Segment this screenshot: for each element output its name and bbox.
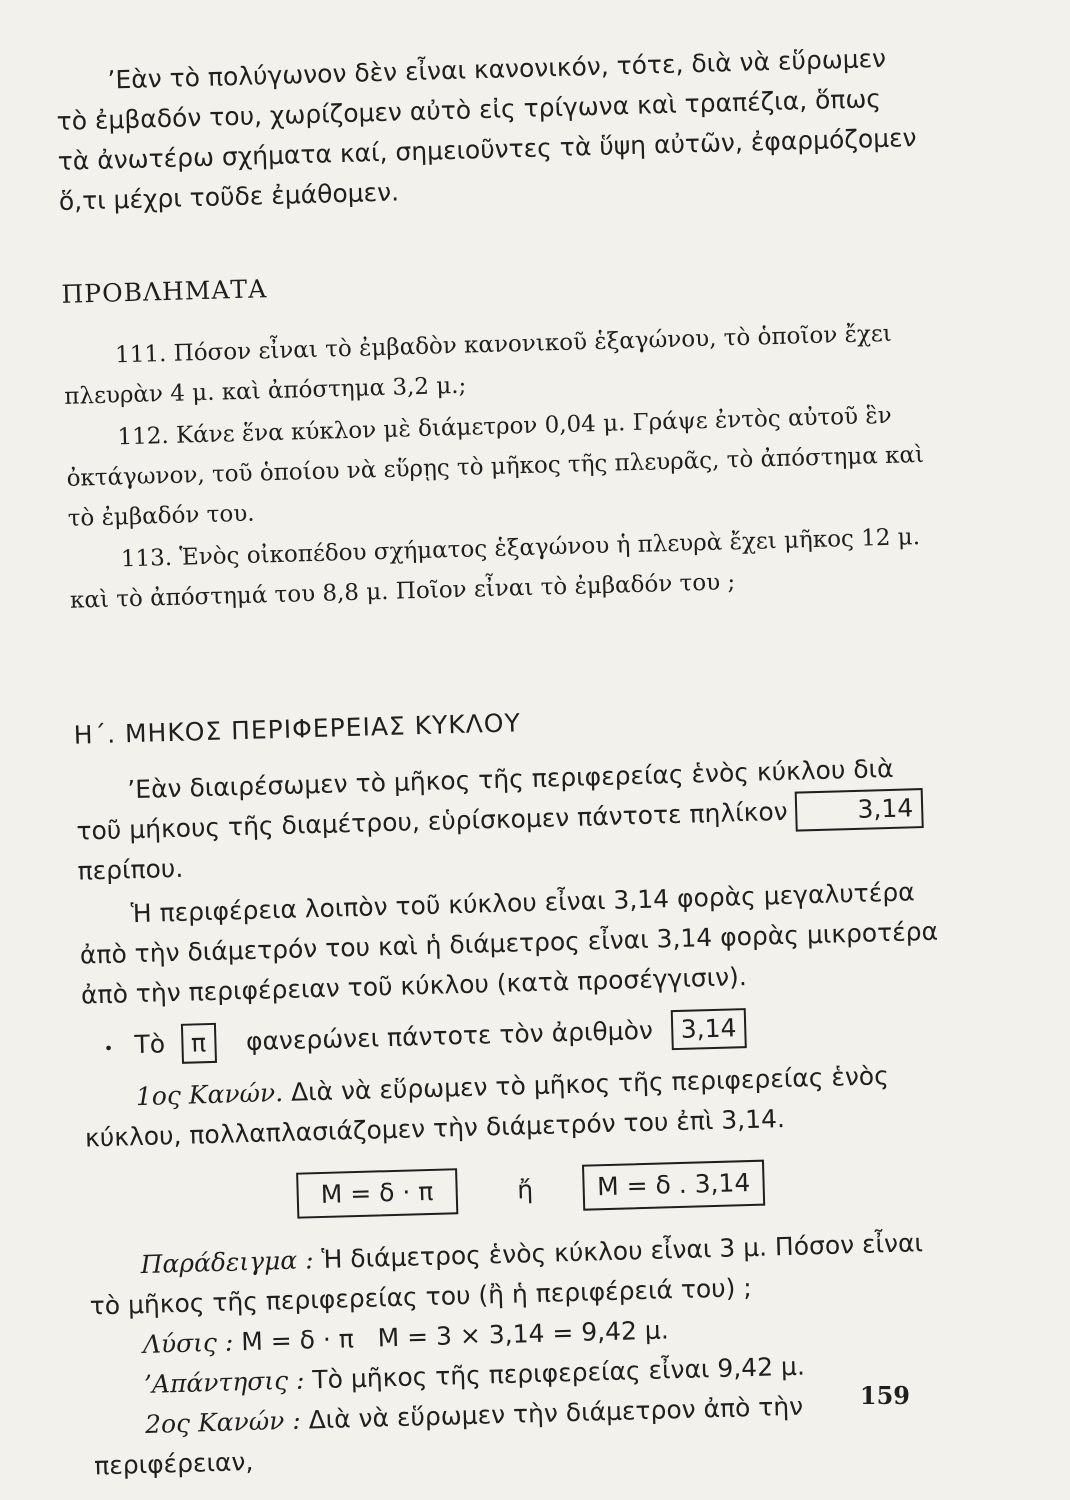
problem-111: 111. Πόσον εἶναι τὸ ἐμβαδὸν κανονικοῦ ἑξαγώνου, τὸ ὁποῖον ἔχει πλευρὰν 4 μ. καὶ ἀπόστημα 3,2 μ.; bbox=[63, 320, 893, 410]
bullet-mark: • bbox=[103, 1038, 114, 1059]
rule2-text: Διὰ νὰ εὕρωμεν τὴν διάμετρον ἀπὸ τὴν περιφέρειαν, bbox=[93, 1391, 804, 1481]
problems-heading: ΠΡΟΒΛΗΜΑΤΑ bbox=[61, 274, 268, 309]
rule1-paragraph bbox=[83, 1055, 945, 1159]
answer-label: ’Απάντησις : bbox=[143, 1365, 305, 1400]
answer-text: Τὸ μῆκος τῆς περιφερείας εἶναι 9,42 μ. bbox=[312, 1351, 806, 1395]
rule2-label: 2ος Κανών : bbox=[144, 1405, 302, 1440]
page-content bbox=[55, 38, 954, 1486]
rule1-text: Διὰ νὰ εὕρωμεν τὸ μῆκος τῆς περιφερείας ἑνὸς κύκλου, πολλαπλασιάζομεν τὴν διάμετρόν του ἐπὶ 3,14. bbox=[84, 1061, 890, 1153]
section-title: Η΄. ΜΗΚΟΣ ΠΕΡΙΦΕΡΕΙΑΣ ΚΥΚΛΟΥ bbox=[73, 708, 522, 750]
problem-113: 113. Ἑνὸς οἰκοπέδου σχήματος ἑξαγώνου ἡ πλευρὰ ἔχει μῆκος 12 μ. καὶ τὸ ἀπόστημά του 8,8 μ. Ποῖον εἶναι τὸ ἐμβαδόν του ; bbox=[69, 524, 921, 614]
formula-box-numeric: Μ = δ . 3,14 bbox=[582, 1160, 764, 1211]
pi-value-box: 3,14 bbox=[670, 1008, 747, 1050]
formula-row bbox=[296, 1155, 947, 1219]
page-number: 159 bbox=[859, 1381, 910, 1410]
ratio-paragraph bbox=[75, 748, 938, 892]
formula-box-pi: Μ = δ · π bbox=[296, 1168, 458, 1218]
formula-or: ἤ bbox=[516, 1174, 534, 1205]
rule1-label: 1ος Κανών. bbox=[135, 1078, 284, 1112]
pi-symbol-box: π bbox=[180, 1023, 216, 1064]
circumference-paragraph: Ἡ περιφέρεια λοιπὸν τοῦ κύκλου εἶναι 3,14 φορὰς μεγαλυτέρα ἀπὸ τὴν διάμετρόν του καὶ ἡ διάμετρος εἶναι 3,14 φορὰς μικροτέρα ἀπὸ τὴν περιφέρειαν τοῦ κύκλου (κατὰ προσέγγισιν). bbox=[79, 877, 939, 1010]
intro-paragraph: ’Εὰν τὸ πολύγωνον δὲν εἶναι κανονικόν, τότε, διὰ νὰ εὕρωμεν τὸ ἐμβαδόν του, χωρίζομεν αὐτὸ εἰς τρίγωνα καὶ τραπέζια, ὅπως τὰ ἀνωτέρω σχήματα καί, σημειοῦντες τὰ ὕψη αὐτῶν, ἐφαρμόζομεν ὅ,τι μέχρι τοῦδε ἐμάθομεν. bbox=[56, 43, 917, 216]
ratio-text: ’Εὰν διαιρέσωμεν τὸ μῆκος τῆς περιφερείας ἑνὸς κύκλου διὰ τοῦ μήκους τῆς διαμέτρου, εὑρίσκομεν πάντοτε πηλίκον bbox=[76, 753, 894, 846]
solution-label: Λύσις : bbox=[142, 1327, 234, 1360]
solution-text: Μ = δ · π Μ = 3 × 3,14 = 9,42 μ. bbox=[240, 1315, 670, 1357]
ratio-boxed-value: 3,14 bbox=[795, 788, 924, 832]
example-text: Ἡ διάμετρος ἑνὸς κύκλου εἶναι 3 μ. Πόσον εἶναι τὸ μῆκος τῆς περιφερείας του (ἢ ἡ περιφέρειά του) ; bbox=[89, 1228, 924, 1321]
example-label: Παράδειγμα : bbox=[140, 1245, 314, 1280]
pi-prefix: Τὸ bbox=[134, 1029, 166, 1060]
pi-middle-text: φανερώνει πάντοτε τὸν ἀριθμὸν bbox=[245, 1015, 654, 1057]
problem-112: 112. Κάνε ἕνα κύκλον μὲ διάμετρον 0,04 μ. Γράψε ἐντὸς αὐτοῦ ἓν ὀκτάγωνον, τοῦ ὁποίου νὰ εὕρῃς τὸ μῆκος τῆς πλευρᾶς, τὸ ἀπόστημα καὶ τὸ ἐμβαδόν του. bbox=[66, 402, 925, 532]
ratio-suffix: περίπου. bbox=[77, 853, 184, 886]
